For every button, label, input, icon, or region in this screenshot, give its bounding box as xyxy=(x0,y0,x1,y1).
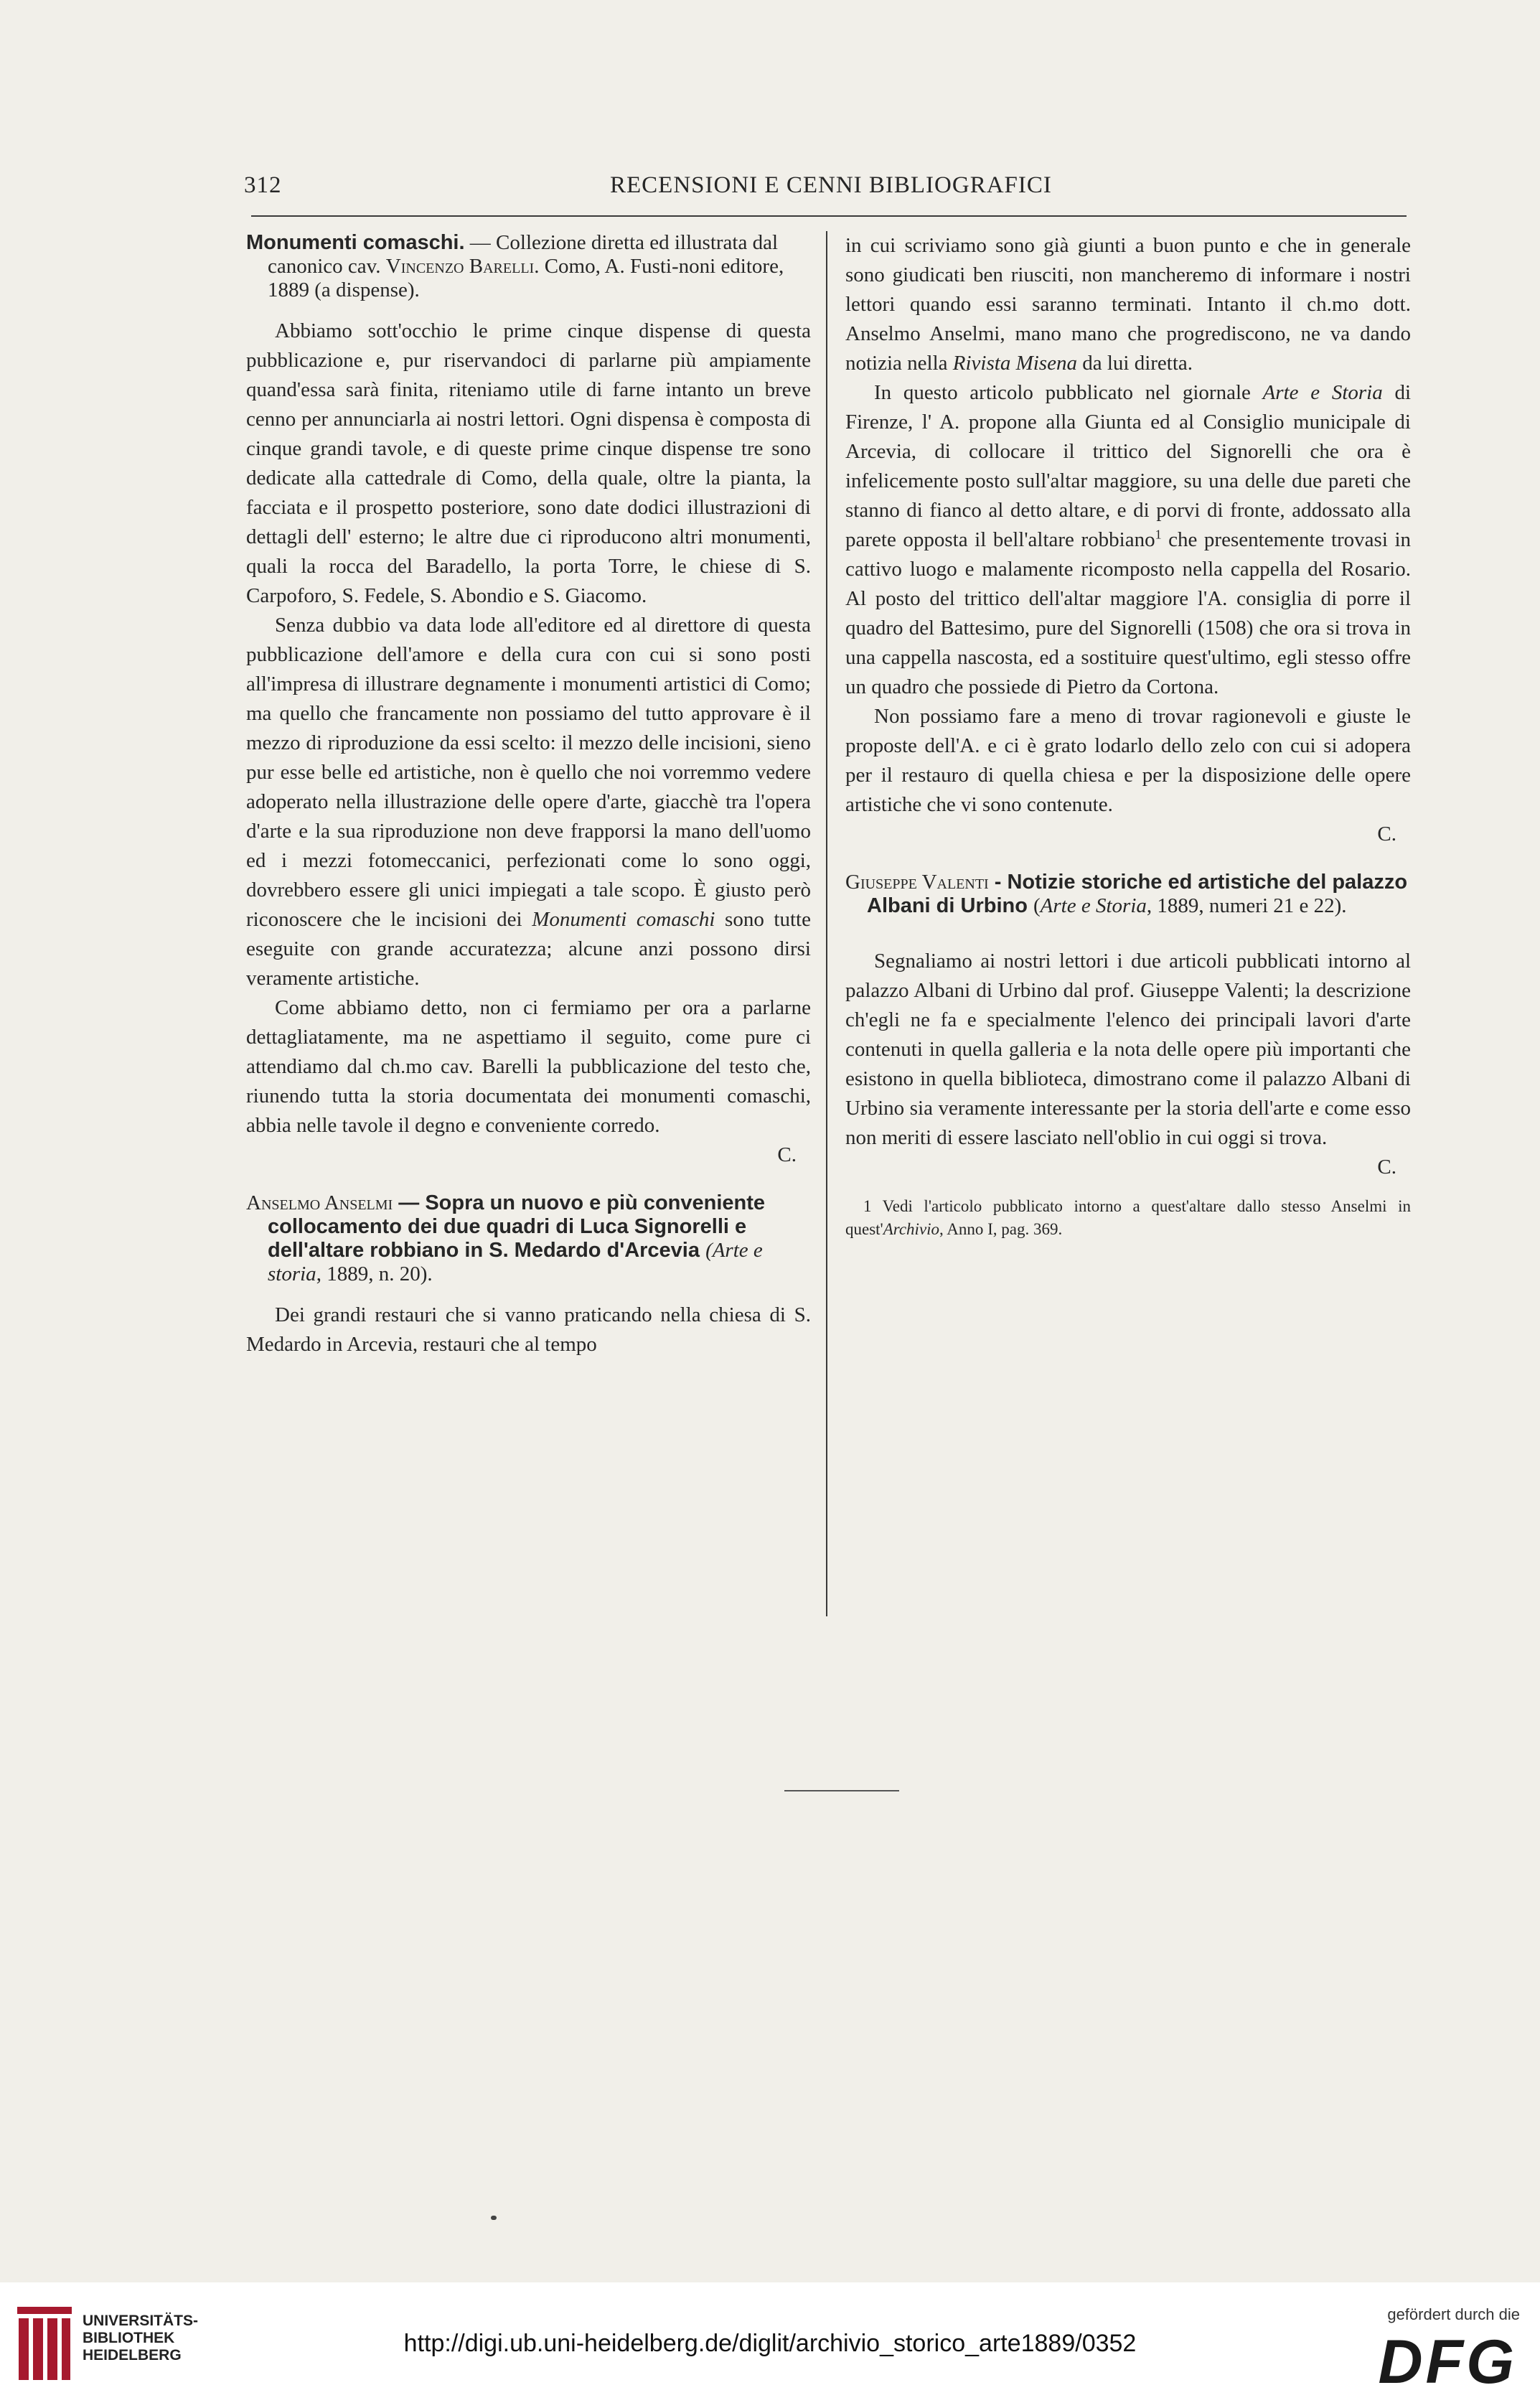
review-entry-monumenti-comaschi xyxy=(246,231,811,302)
entry-author: Anselmo Anselmi xyxy=(246,1191,393,1214)
entry-author: Giuseppe Valenti xyxy=(845,871,989,894)
running-title: RECENSIONI E CENNI BIBLIOGRAFICI xyxy=(610,172,1052,198)
review-entry-anselmi: Anselmo Anselmi — Sopra un nuovo e più conveniente collocamento dei due quadri di Luca Signorelli e dell'altare robbiano in S. Medardo d'Arcevia (Arte e storia, 1889, n. 20). xyxy=(246,1191,766,1285)
page-number: 312 xyxy=(244,172,282,198)
dfg-logo: DFG xyxy=(1378,2328,1517,2397)
page-mark xyxy=(491,2216,497,2220)
entry-title: - Notizie storiche ed artistiche del palazzo Albani di Urbino xyxy=(867,871,1408,917)
paragraph: Non possiamo fare a meno di trovar ragionevoli e giuste le proposte dell'A. e ci è grato lodarlo dello zelo con cui si adopera per il restauro di quella chiesa e per la disposizione delle opere artistiche che vi sono contenute. xyxy=(845,705,1411,816)
paragraph: Senza dubbio va data lode all'editore ed al direttore di questa pubblicazione dell'amore e della cura con cui si sono posti all'impresa di illustrare degnamente i monumenti artistici di Como; ma quello che francamente non possiamo del tutto approvare è il mezzo di riproduzione da essi scelto: il mezzo delle incisioni, sieno pur esse belle ed artistiche, non è quello che noi vorremmo vedere adoperato nella illustrazione delle opere d'arte, giacchè tra l'opera d'arte e la sua riproduzione non deve frapporsi la mano dell'uomo ed i mezzi fotomeccanici, perfezionati come lo sono oggi, dovrebbero essere gli unici impiegati a tale scopo. È giusto però riconoscere che le incisioni dei Monumenti comaschi sono tutte eseguite con grande accuratezza; alcune anzi possono dirsi veramente artistiche. xyxy=(246,614,811,990)
source-url-link[interactable]: http://digi.ub.uni-heidelberg.de/diglit/archivio_storico_arte1889/0352 xyxy=(403,2330,1137,2357)
paragraph: in cui scriviamo sono già giunti a buon punto e che in generale sono giudicati ben riusciti, non mancheremo di informare i nostri lettori quando essi saranno terminati. Intanto il ch.mo dott. Anselmo Anselmi, mano mano che progrediscono, ne va dando notizia nella Rivista Misena da lui diretta. xyxy=(845,234,1411,375)
footnote: 1 Vedi l'articolo pubblicato intorno a quest'altare dallo stesso Anselmi in quest'Archivio, Anno I, pag. 369. xyxy=(845,1197,1411,1238)
entry-title: Monumenti comaschi. xyxy=(246,231,465,254)
right-column xyxy=(845,231,1411,1241)
entry-source: (Arte e storia xyxy=(268,1239,763,1285)
paragraph: Segnaliamo ai nostri lettori i due articoli pubblicati intorno al palazzo Albani di Urbino dal prof. Giuseppe Valenti; la descrizione ch'egli ne fa e specialmente l'elenco dei principali lavori d'arte contenuti in quella galleria e la nota delle opere più importanti che esistono in quella biblioteca, dimostrano come il palazzo Albani di Urbino sia veramente interessante per la storia dell'arte e come esso non meriti di essere lasciato nell'oblio in cui oggi si trova. xyxy=(845,950,1411,1149)
library-name: UNIVERSITÄTS- BIBLIOTHEK HEIDELBERG xyxy=(83,2313,199,2364)
italic-title: Monumenti comaschi xyxy=(532,908,715,931)
footnote-ref: 1 xyxy=(1155,527,1162,542)
end-rule xyxy=(784,1790,899,1791)
paragraph: Come abbiamo detto, non ci fermiamo per ora a parlarne dettagliatamente, ma ne aspettiamo il seguito, come pure ci attendiamo dal ch.mo cav. Barelli la pubblicazione del testo che, riunendo tutta la storia documentata dei monumenti comaschi, abbia nelle tavole il degno e conveniente corredo. xyxy=(246,996,811,1137)
italic-title: Arte e Storia xyxy=(1262,381,1383,404)
funder-caption: gefördert durch die xyxy=(1387,2305,1520,2323)
signature: C. xyxy=(1377,1156,1396,1179)
entry-source: Arte e Storia xyxy=(1040,894,1147,917)
digitization-footer xyxy=(0,2282,1540,2408)
entry-editor: Vincenzo Barelli xyxy=(385,255,535,278)
paragraph: In questo articolo pubblicato nel giornale Arte e Storia di Firenze, l' A. propone alla Giunta ed al Consiglio municipale di Arcevia, di collocare il trittico del Signorelli che ora è infelicemente posto sull'altar maggiore, su una delle due pareti che stanno di fianco al detto altare, e di porvi di fronte, addossato alla parete opposta il bell'altare robbiano$^1$ che presentemente trovasi in cattivo luogo e malamente ricomposto nella cappella del Rosario. Al posto del trittico dell'altar maggiore l'A. consiglia di porre il quadro del Battesimo, pure del Signorelli (1508) che ora si trova in una cappella nascosta, ed a sostituire quest'ultimo, egli stesso offre un quadro che possiede di Pietro da Cortona. xyxy=(845,381,1412,698)
signature: C. xyxy=(777,1143,797,1166)
paragraph: Abbiamo sott'occhio le prime cinque dispense di questa pubblicazione e, pur riservandoci di parlarne più ampiamente quand'essa sarà finita, riteniamo utile di farne intanto un breve cenno per annunciarla ai nostri lettori. Ogni dispensa è composta di cinque grandi tavole, e di queste prime cinque dispense tre sono dedicate alla cattedrale di Como, della quale, oltre la pianta, la facciata e il prospetto posteriore, sono date dodici illustrazioni di dettagli dell' esterno; le altre due ci riproducono altri monumenti, quali la rocca del Baradello, la porta Torre, le chiese di S. Carpoforo, S. Fedele, S. Abondio e S. Giacomo. xyxy=(246,319,811,607)
entry-title: — Sopra un nuovo e più conveniente collocamento dei due quadri di Luca Signorelli e dell'altare robbiano in S. Medardo d'Arcevia xyxy=(268,1191,766,1262)
entry-publisher: . Como, A. Fusti-noni editore, 1889 (a dispense). xyxy=(268,255,784,301)
header-rule xyxy=(251,215,1407,217)
signature: C. xyxy=(1377,823,1396,845)
column-divider xyxy=(826,231,827,1616)
review-entry-valenti: Giuseppe Valenti - Notizie storiche ed artistiche del palazzo Albani di Urbino (Arte e Storia, 1889, numeri 21 e 22). xyxy=(845,871,1408,917)
running-header xyxy=(244,172,1428,208)
paragraph: Dei grandi restauri che si vanno praticando nella chiesa di S. Medardo in Arcevia, restauri che al tempo xyxy=(246,1303,811,1356)
entry-description: — Collezione diretta ed illustrata dal canonico cav. xyxy=(268,231,779,278)
italic-title: Rivista Misena xyxy=(952,352,1077,375)
left-column xyxy=(246,231,811,1359)
